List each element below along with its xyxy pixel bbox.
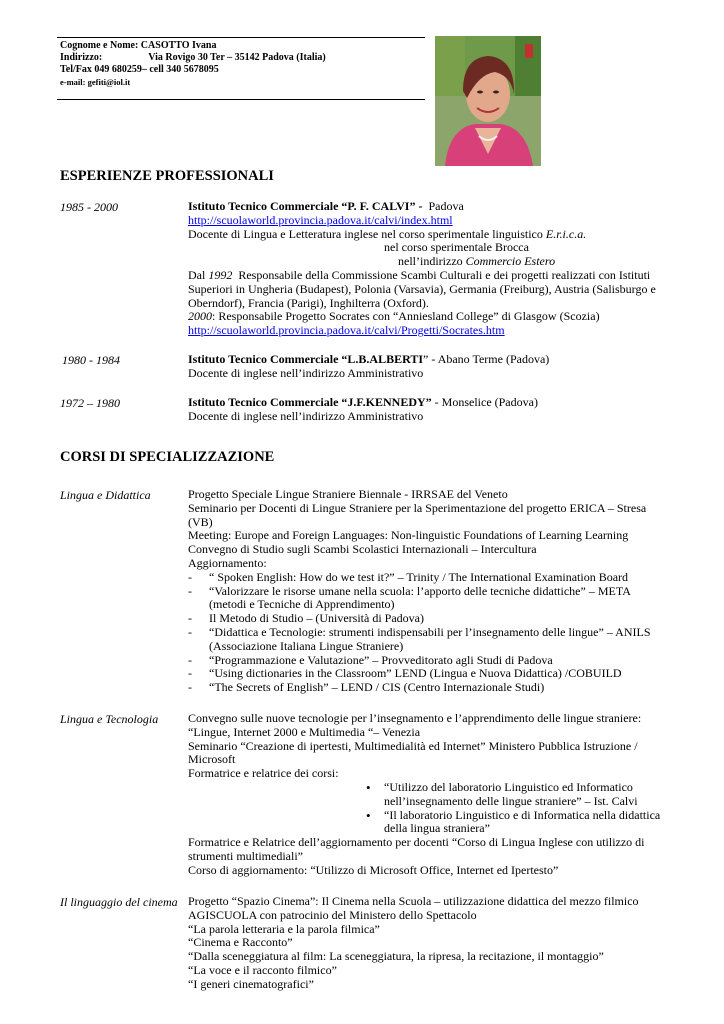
section-title-experience: ESPERIENZE PROFESSIONALI <box>60 168 274 184</box>
section-title-courses: CORSI DI SPECIALIZZAZIONE <box>60 449 275 465</box>
address-label: Indirizzo: <box>60 52 103 63</box>
course1-line: Meeting: Europe and Foreign Languages: Non-linguistic Foundations of Learning Learning <box>188 528 629 543</box>
exp1-date: 1985 - 2000 <box>60 200 118 214</box>
profile-photo <box>435 36 541 166</box>
course1-list <box>188 571 668 695</box>
course2-line: Convegno sulle nuove tecnologie per l’insegnamento e l’apprendimento delle lingue straniere: <box>188 711 642 725</box>
exp2-school: Istituto Tecnico Commerciale “L.B.ALBERTI <box>188 352 424 366</box>
course1-label: Lingua e Didattica <box>60 488 151 502</box>
exp2-city: ” - Abano Terme (Padova) <box>423 352 550 366</box>
course1-line: Seminario per Docenti di Lingue Straniere per la Sperimentazione del progetto ERICA – Stresa (VB) <box>188 500 647 529</box>
course1-line: Convegno di Studio sugli Scambi Scolastici Internazionali – Intercultura <box>188 542 537 557</box>
course3-label: Il linguaggio del cinema <box>60 895 178 909</box>
course3-line: “I generi cinematografici” <box>188 976 314 991</box>
list-item: - “Didattica e Tecnologie: strumenti indispensabili per l’insegnamento delle lingue” – ANILS (Associazione Italiana Lingue Straniere) <box>188 626 668 654</box>
course2-line: Seminario “Creazione di ipertesti, Multimedialità ed Internet” Ministero Pubblica Istruzione / Microsoft <box>188 738 638 767</box>
exp1-erica: E.r.i.c.a. <box>545 226 587 241</box>
course2-line: Formatrice e relatrice dei corsi: <box>188 766 339 781</box>
course3-line: Progetto “Spazio Cinema”: Il Cinema nella Scuola – utilizzazione didattica del mezzo filmico <box>188 894 639 908</box>
course1-line: Aggiornamento: <box>188 555 267 570</box>
course2-line: “Lingue, Internet 2000 e Multimedia “– Venezia <box>188 724 421 739</box>
list-item: - Il Metodo di Studio – (Università di Padova) <box>188 612 668 626</box>
course3-line: “La parola letteraria e la parola filmica” <box>188 921 380 936</box>
course3-line: “La voce e il racconto filmico” <box>188 962 337 977</box>
course1-line: Progetto Speciale Lingue Straniere Biennale - IRRSAE del Veneto <box>188 487 508 501</box>
exp1-link-index[interactable]: http://scuolaworld.provincia.padova.it/calvi/index.html <box>188 212 453 227</box>
course1-body <box>188 488 668 695</box>
course2-line: Corso di aggiornamento: “Utilizzo di Microsoft Office, Internet ed Ipertesto” <box>188 862 559 877</box>
course2-label: Lingua e Tecnologia <box>60 712 159 726</box>
exp1-line1: Docente di Lingua e Letteratura inglese nel corso sperimentale linguistico <box>188 226 543 241</box>
exp1-socrates: 2000: Responsabile Progetto Socrates con “Anniesland College” di Glasgow (Scozia) <box>188 309 600 324</box>
exp1-link-socrates[interactable]: http://scuolaworld.provincia.padova.it/calvi/Progetti/Socrates.htm <box>188 323 505 338</box>
course3-line: “Cinema e Racconto” <box>188 935 293 950</box>
exp3-desc: Docente di inglese nell’indirizzo Amministrativo <box>188 408 424 423</box>
phone-line: Tel/Fax 049 680259– cell 340 5678095 <box>60 64 219 75</box>
address-line <box>60 52 326 64</box>
list-item: - “ Spoken English: How do we test it?” – Trinity / The International Examination Board <box>188 571 668 585</box>
exp1-line3: nell’indirizzo Commercio Estero <box>398 254 556 269</box>
exp2-desc: Docente di inglese nell’indirizzo Amministrativo <box>188 365 424 380</box>
course2-body <box>188 712 668 878</box>
list-item: - “Valorizzare le risorse umane nella scuola: l’apporto delle tecniche didattiche” – META (metodi e Tecniche di Apprendimento) <box>188 585 668 613</box>
exp1-school: Istituto Tecnico Commerciale “P. F. CALVI” - <box>188 199 423 213</box>
course3-body <box>188 895 668 992</box>
exp3-body <box>188 396 668 424</box>
address-value: Via Rovigo 30 Ter – 35142 Padova (Italia) <box>148 52 326 63</box>
course3-line: “Dalla sceneggiatura al film: La sceneggiatura, la ripresa, la recitazione, il montaggio” <box>188 949 604 964</box>
list-item: - “Using dictionaries in the Classroom” LEND (Lingua e Nuova Didattica) /COBUILD <box>188 667 668 681</box>
exp3-city: - Monselice (Padova) <box>431 395 538 409</box>
course3-line: AGISCUOLA con patrocinio del Ministero dello Spettacolo <box>188 907 477 922</box>
exp2-date: 1980 - 1984 <box>62 353 120 367</box>
portrait-image <box>435 36 541 166</box>
exp1-responsibilities: Dal 1992 Responsabile della Commissione Scambi Culturali e dei progetti realizzati con Istituti Superiori in Ungheria (Budapest), Polonia (Varsavia), Germania (Freiburg), Austria (Salisburgo e Oberndorf), Francia (Parigi), Inghilterra (Oxford). <box>188 267 656 310</box>
exp1-line2: nel corso sperimentale Brocca <box>384 240 529 255</box>
email-line: e-mail: gefiti@iol.it <box>60 77 131 87</box>
list-item: • “Il laboratorio Linguistico e di Informatica nella didattica della lingua straniera” <box>366 809 668 837</box>
course2-line: Formatrice e Relatrice dell’aggiornamento per docenti “Corso di Lingua Inglese con utilizzo di strumenti multimediali” <box>188 835 645 863</box>
header-rule-top <box>57 37 425 38</box>
name-line: Cognome e Nome: CASOTTO Ivana <box>60 40 217 51</box>
exp2-body <box>188 353 668 381</box>
exp3-date: 1972 – 1980 <box>60 396 120 410</box>
list-item: - “Programmazione e Valutazione” – Provveditorato agli Studi di Padova <box>188 654 668 668</box>
list-item: • “Utilizzo del laboratorio Linguistico ed Informatico nell’insegnamento delle lingue straniere” – Ist. Calvi <box>366 781 668 809</box>
course2-bullets <box>188 781 668 836</box>
header-rule-bottom <box>57 99 425 100</box>
list-item: - “The Secrets of English” – LEND / CIS (Centro Internazionale Studi) <box>188 681 668 695</box>
exp1-city: Padova <box>428 199 464 213</box>
exp1-body <box>188 200 668 338</box>
exp1-commercio: Commercio Estero <box>465 254 556 269</box>
exp3-school: Istituto Tecnico Commerciale “J.F.KENNEDY” <box>188 395 432 409</box>
